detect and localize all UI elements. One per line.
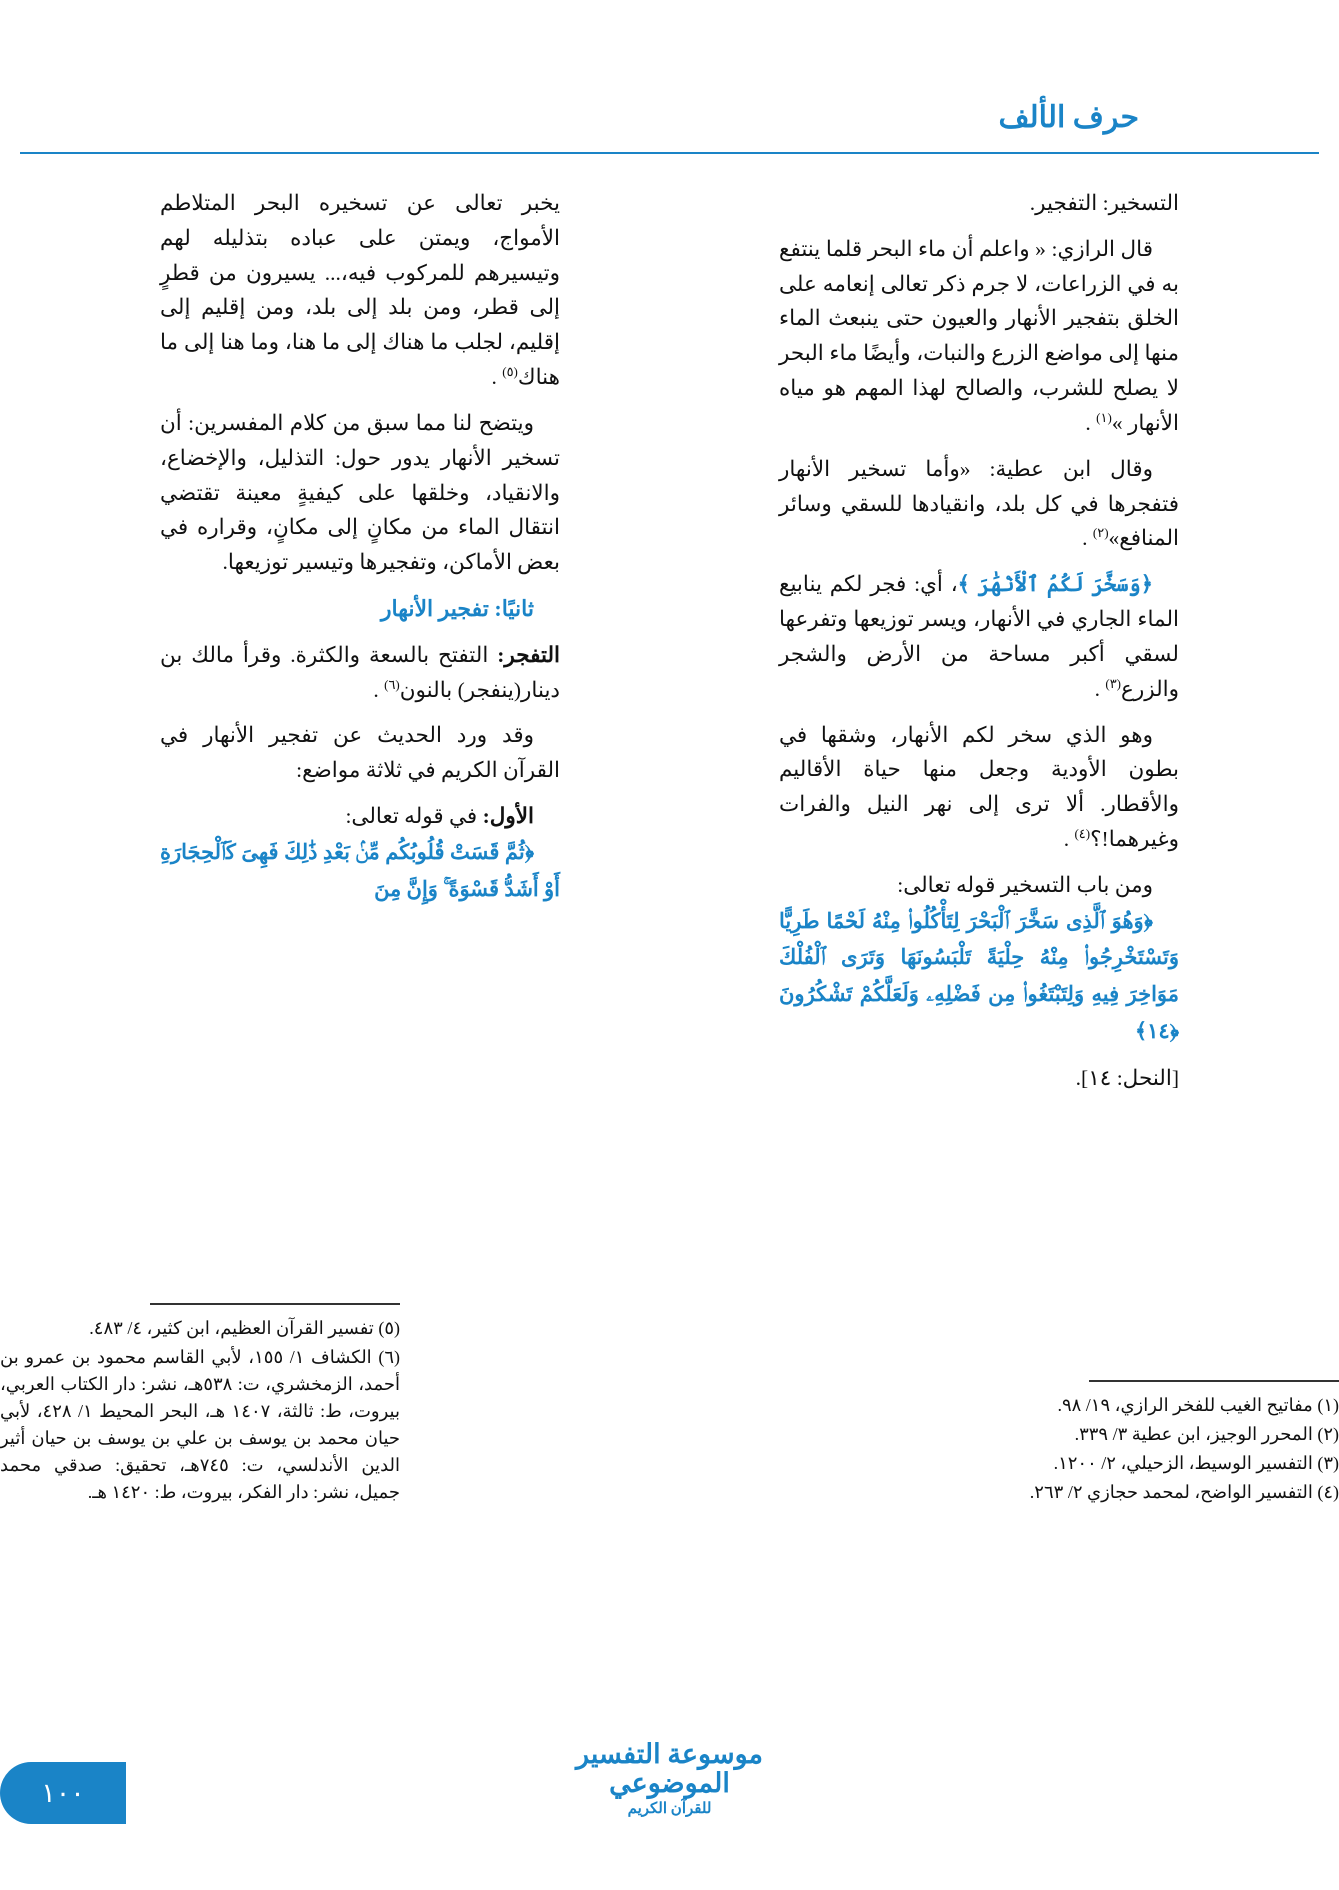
quran-verse-block: ﴿وَهُوَ ٱلَّذِى سَخَّرَ ٱلْبَحْرَ لِتَأْكُلُوا۟ مِنْهُ لَحْمًا طَرِيًّا وَتَسْتَخْرِجُوا۟ مِنْهُ حِلْيَةً تَلْبَسُونَهَا وَتَرَى ٱلْفُلْكَ مَوَاخِرَ فِيهِ وَلِتَبْتَغُوا۟ مِن فَضْلِهِۦ وَلَعَلَّكُمْ تَشْكُرُونَ ﴿١٤﴾ bbox=[779, 908, 1179, 1043]
column-left bbox=[160, 186, 560, 918]
quran-verse: ﴿وَسَخَّرَ لَكُمُ ٱلْأَنْهَٰرَ ﴾ bbox=[957, 572, 1154, 597]
footnote-number: (٤) bbox=[1317, 1482, 1339, 1502]
header-divider bbox=[20, 152, 1319, 154]
footnote-item bbox=[0, 1315, 400, 1342]
paragraph-tail: . bbox=[1063, 827, 1075, 852]
logo-title: موسوعة التفسير الموضوعي bbox=[576, 1738, 763, 1799]
paragraph bbox=[779, 232, 1179, 441]
paragraph-text: في قوله تعالى: bbox=[345, 804, 483, 829]
footnote-divider bbox=[1089, 1380, 1339, 1382]
header-title: حرف الألف bbox=[998, 101, 1139, 134]
paragraph: وقد ورد الحديث عن تفجير الأنهار في القرآن الكريم في ثلاثة مواضع: bbox=[160, 723, 560, 783]
paragraph-text: ، أي: فجر لكم ينابيع الماء الجاري في الأنهار، ويسر توزيعها وتفرعها لسقي أكبر مساحة من الأرض والشجر والزرع bbox=[779, 572, 1179, 701]
paragraph-tail: . bbox=[491, 365, 503, 390]
footnote-marker: (٥) bbox=[502, 363, 518, 379]
footnote-marker: (٢) bbox=[1092, 525, 1109, 541]
paragraph-with-quran-block bbox=[779, 868, 1179, 1050]
paragraph-text: ومن باب التسخير قوله تعالى: bbox=[897, 872, 1153, 897]
page-number: ١٠٠ bbox=[0, 1762, 126, 1824]
paragraph-text: وقال ابن عطية: «وأما تسخير الأنهار فتفجرها في كل بلد، وانقيادها للسقي وسائر المنافع» bbox=[779, 456, 1179, 551]
page-header bbox=[0, 100, 1339, 160]
footnote-text: الكشاف ١/ ١٥٥، لأبي القاسم محمود بن عمرو بن أحمد، الزمخشري، ت: ٥٣٨هـ، نشر: دار الكتاب العربي، بيروت، ط: ثالثة، ١٤٠٧ هـ، البحر المحيط ١/ ٤٢٨، لأبي حيان محمد بن يوسف بن علي بن يوسف بن حيان أثير الدين الأندلسي، ت: ٧٤٥هـ، تحقيق: صدقي محمد جميل، نشر: دار الفكر، بيروت، ط: ١٤٢٠ هـ. bbox=[0, 1347, 400, 1502]
footnote-item bbox=[939, 1421, 1339, 1448]
footnote-marker: (١) bbox=[1096, 409, 1112, 425]
logo-subtitle: للقرآن الكريم bbox=[627, 1801, 712, 1817]
footnote-marker: (٣) bbox=[1105, 675, 1122, 691]
footnote-marker: (٤) bbox=[1074, 825, 1091, 841]
footnote-item bbox=[939, 1450, 1339, 1477]
footnotes-right bbox=[939, 1380, 1339, 1508]
footnote-text: تفسير القرآن العظيم، ابن كثير، ٤/ ٤٨٣. bbox=[89, 1318, 374, 1338]
footnotes-left bbox=[0, 1303, 400, 1508]
footnote-divider bbox=[150, 1303, 400, 1305]
publisher-logo bbox=[540, 1740, 800, 1818]
paragraph: التسخير: التفجير. bbox=[1029, 191, 1179, 215]
paragraph-tail: . bbox=[373, 677, 385, 702]
quran-verse-block: ﴿ثُمَّ قَسَتْ قُلُوبُكُم مِّنۢ بَعْدِ ذَٰلِكَ فَهِىَ كَٱلْحِجَارَةِ أَوْ أَشَدُّ قَسْوَةً ۚ وَإِنَّ مِنَ bbox=[160, 839, 560, 901]
paragraph-text: يخبر تعالى عن تسخيره البحر المتلاطم الأمواج، ويمتن على عباده بتذليله لهم وتيسيرهم للمركوب فيه،... يسيرون من قطرٍ إلى قطر، ومن بلد إلى بلد، ومن إقليم إلى إقليم، لجلب ما هناك إلى ما هنا، وما هنا إلى ما هناك bbox=[160, 191, 560, 390]
paragraph-tail: . bbox=[1085, 410, 1097, 435]
paragraph-text: التفتح بالسعة والكثرة. وقرأ مالك بن دينار(ينفجر) بالنون bbox=[160, 642, 560, 702]
paragraph: ويتضح لنا مما سبق من كلام المفسرين: أن تسخير الأنهار يدور حول: التذليل، والإخضاع، والانقياد، وخلقها على كيفيةٍ معينة تقتضي انتقال الماء من مكانٍ إلى مكانٍ، وقراره في بعض الأماكن، وتفجيرها وتيسير توزيعها. bbox=[160, 410, 560, 575]
footnote-number: (٢) bbox=[1317, 1424, 1339, 1444]
footnote-number: (١) bbox=[1317, 1395, 1339, 1415]
paragraph bbox=[160, 638, 560, 708]
footnote-number: (٦) bbox=[378, 1347, 400, 1367]
paragraph-text: قال الرازي: « واعلم أن ماء البحر قلما ينتفع به في الزراعات، لا جرم ذكر تعالى إنعامه على الخلق بتفجير الأنهار والعيون حتى ينبعث الماء منها إلى مواضع الزرع والنبات، وأيضًا ماء البحر لا يصلح للشرب، والصالح لهذا المهم هو مياه الأنهار » bbox=[779, 236, 1179, 435]
paragraph bbox=[779, 718, 1179, 857]
item-label: الأول: bbox=[482, 804, 534, 829]
footnote-text: التفسير الواضح، لمحمد حجازي ٢/ ٢٦٣. bbox=[1029, 1482, 1313, 1502]
footnote-item bbox=[939, 1392, 1339, 1419]
quran-source-reference: [النحل: ١٤]. bbox=[1075, 1065, 1179, 1090]
paragraph-tail: . bbox=[1094, 676, 1106, 701]
footnote-marker: (٦) bbox=[384, 676, 400, 692]
paragraph-with-quran-verse bbox=[779, 567, 1179, 706]
footnote-text: مفاتيح الغيب للفخر الرازي، ١٩/ ٩٨. bbox=[1057, 1395, 1313, 1415]
paragraph-text: وهو الذي سخر لكم الأنهار، وشقها في بطون الأودية وجعل منها حياة الأقاليم والأقطار. ألا ترى إلى نهر النيل والفرات وغيرهما!؟ bbox=[779, 722, 1179, 852]
term-label: التفجر: bbox=[497, 642, 560, 667]
paragraph bbox=[160, 186, 560, 395]
footnote-number: (٣) bbox=[1317, 1453, 1339, 1473]
section-heading: ثانيًا: تفجير الأنهار bbox=[380, 596, 534, 622]
paragraph-tail: . bbox=[1082, 526, 1093, 551]
paragraph-with-quran-verse bbox=[160, 799, 560, 907]
footnote-item bbox=[0, 1344, 400, 1506]
footnote-number: (٥) bbox=[378, 1318, 400, 1338]
footnote-text: المحرر الوجيز، ابن عطية ٣/ ٣٣٩. bbox=[1074, 1424, 1313, 1444]
footnote-text: التفسير الوسيط، الزحيلي، ٢/ ١٢٠٠. bbox=[1053, 1453, 1313, 1473]
footnote-item bbox=[939, 1479, 1339, 1506]
paragraph bbox=[779, 452, 1179, 556]
column-right bbox=[779, 186, 1179, 1107]
